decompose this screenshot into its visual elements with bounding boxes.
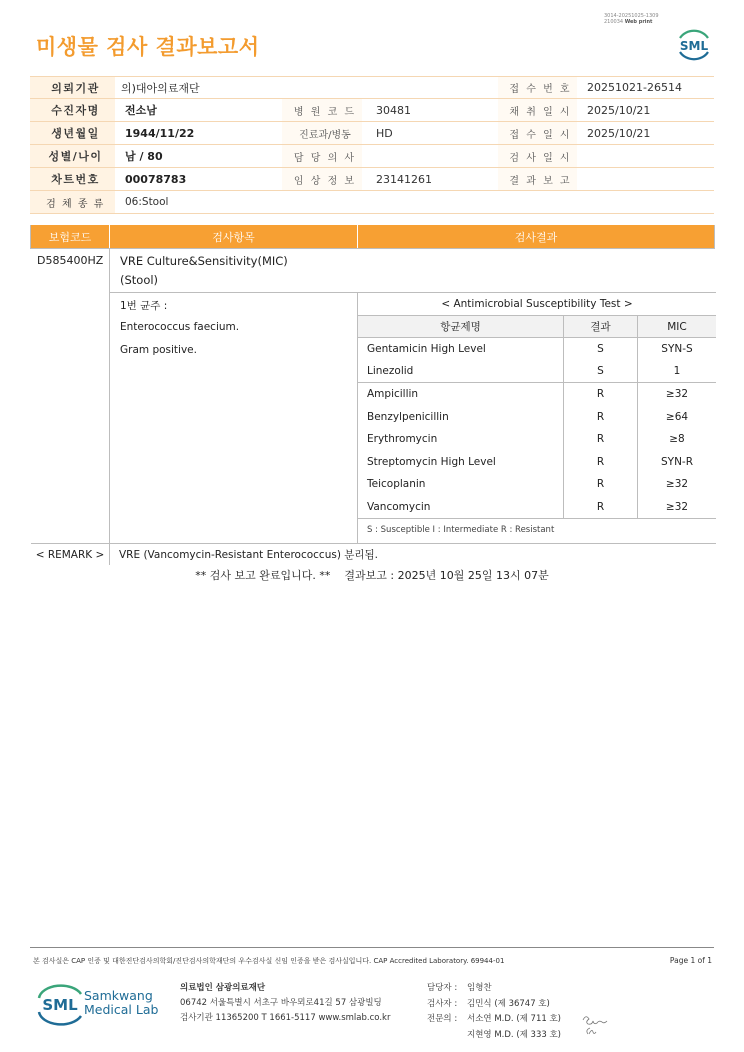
organism-section [110, 292, 716, 543]
svg-text:SML: SML [42, 996, 78, 1014]
patient-label: 수진자명 [30, 99, 115, 121]
info-row-3 [30, 122, 714, 145]
signature-icon [580, 1010, 610, 1040]
remark-row [31, 543, 716, 565]
remark-label: < REMARK > [31, 544, 110, 565]
result-table [30, 225, 715, 561]
chart-label: 차트번호 [30, 168, 115, 190]
collect-date-value: 2025/10/21 [587, 103, 651, 117]
ast-drug: Benzylpenicillin [358, 406, 564, 429]
hospital-code-value: 30481 [376, 103, 411, 117]
footer-divider [30, 947, 714, 948]
ast-drug: Ampicillin [358, 383, 564, 406]
ast-mic: ≥8 [669, 433, 685, 446]
organism-info [110, 293, 358, 544]
dept-value: HD [376, 126, 393, 140]
manager-label: 담당자 : [427, 983, 458, 993]
test-item-specimen: (Stool) [120, 273, 159, 287]
patient-info-table [30, 76, 714, 214]
request-org-label: 의뢰기관 [30, 77, 115, 98]
col-result-header: 검사결과 [514, 230, 558, 244]
specialist-label: 전문의 : [427, 1014, 458, 1024]
ast-result: R [564, 428, 638, 451]
organism-name: Enterococcus faecium. [120, 321, 240, 333]
ast-drug: Teicoplanin [358, 473, 564, 496]
col-item-header: 검사항목 [110, 225, 358, 248]
collect-date-label: 채 취 일 시 [498, 99, 577, 121]
sml-logo-icon [674, 24, 714, 64]
birth-value: 1944/11/22 [125, 126, 195, 140]
tester-name: 김민식 (제 36747 호) [467, 998, 550, 1009]
svg-text:SML: SML [679, 39, 709, 53]
clinical-value: 23141261 [376, 172, 432, 186]
code-column [31, 248, 110, 543]
print-code-line2: 210034 [604, 19, 624, 25]
ast-result: S [564, 338, 638, 361]
specialist-name-2: 지현영 M.D. (제 333 호) [467, 1029, 562, 1040]
susceptibility-table [358, 293, 716, 540]
tester-label: 검사자 : [427, 998, 458, 1009]
ast-mic: ≥32 [665, 500, 689, 513]
info-row-5 [30, 168, 714, 191]
patient-value: 전소남 [125, 104, 157, 117]
ast-mic: SYN-S [661, 343, 693, 356]
ast-title: < Antimicrobial Susceptibility Test > [358, 293, 716, 316]
corp-name: 의료법인 삼광의료재단 [180, 983, 266, 993]
clinical-label: 임 상 정 보 [282, 168, 362, 190]
sex-age-value: 남 / 80 [125, 150, 163, 163]
accept-date-value: 2025/10/21 [587, 126, 651, 140]
info-row-2 [30, 99, 714, 122]
test-item [120, 252, 288, 290]
ast-drug: Vancomycin [358, 496, 564, 519]
specialist-name-1: 서소연 M.D. (제 711 호) [467, 1014, 562, 1024]
staff-info [427, 981, 561, 1043]
web-print-label: Web print [624, 19, 653, 25]
insurance-code: D585400HZ [37, 254, 104, 267]
accreditation-note: 본 검사실은 CAP 인증 및 대한진단검사의학회/진단검사의학재단의 우수검사실 신임 인증을 받은 검사실입니다. CAP Accredited Laboratory. 69944-01 [33, 957, 505, 965]
corp-contact: 검사기관 11365200 T 1661-5117 www.smlab.co.kr [180, 1013, 391, 1023]
brand-line2: Medical Lab [84, 1002, 159, 1017]
ast-row [358, 473, 716, 496]
brand-name [84, 989, 158, 1017]
print-code [604, 13, 659, 25]
ast-result: R [564, 451, 638, 474]
doctor-label: 담 당 의 사 [282, 145, 362, 167]
receipt-no-label: 접 수 번 호 [498, 77, 577, 98]
dept-label: 진료과/병동 [282, 122, 362, 144]
ast-legend: S : Susceptible I : Intermediate R : Resistant [358, 518, 716, 540]
ast-drug: Erythromycin [358, 428, 564, 451]
col-code-header: 보험코드 [31, 225, 110, 248]
ast-row [358, 383, 716, 406]
ast-row [358, 338, 716, 361]
brand-line1: Samkwang [84, 988, 153, 1003]
page-title: 미생물 검사 결과보고서 [36, 35, 260, 59]
ast-row [358, 451, 716, 474]
specimen-label: 검 체 종 류 [30, 191, 115, 213]
chart-value: 00078783 [125, 172, 187, 186]
ast-header-result: 결과 [564, 316, 638, 337]
info-row-4 [30, 145, 714, 168]
ast-header-mic: MIC [667, 320, 687, 333]
ast-result: S [564, 361, 638, 383]
gram-stain: Gram positive. [120, 344, 197, 356]
accept-date-label: 접 수 일 시 [498, 122, 577, 144]
report-complete-text: ** 검사 보고 완료입니다. ** 결과보고 : 2025년 10월 25일 13시 07분 [195, 569, 549, 582]
ast-mic: SYN-R [660, 455, 694, 468]
ast-mic: ≥32 [665, 388, 689, 401]
info-row-6 [30, 191, 714, 214]
result-table-header [31, 225, 714, 248]
sex-age-label: 성별/나이 [30, 145, 115, 167]
ast-drug: Streptomycin High Level [358, 451, 564, 474]
request-org-value: 의)대아의료재단 [121, 81, 200, 95]
ast-row [358, 406, 716, 429]
ast-row [358, 361, 716, 384]
receipt-no-value: 20251021-26514 [587, 81, 682, 94]
manager-name: 임형찬 [467, 983, 492, 993]
ast-result: R [564, 496, 638, 519]
ast-result: R [564, 406, 638, 429]
test-date-label: 검 사 일 시 [498, 145, 577, 167]
ast-drug: Linezolid [358, 361, 564, 383]
ast-mic: ≥64 [665, 410, 689, 423]
ast-result: R [564, 383, 638, 406]
test-item-name: VRE Culture&Sensitivity(MIC) [120, 254, 288, 268]
report-label: 결 과 보 고 [498, 168, 577, 190]
ast-mic: 1 [673, 365, 681, 378]
birth-label: 생년월일 [30, 122, 115, 144]
remark-text: VRE (Vancomycin-Resistant Enterococcus) 분리됨. [119, 549, 379, 561]
ast-row [358, 428, 716, 451]
page-number: Page 1 of 1 [669, 956, 712, 965]
corp-info [180, 981, 390, 1026]
print-code-line1: 3014-20251025-1309 [604, 13, 659, 19]
hospital-code-label: 병 원 코 드 [282, 99, 362, 121]
corp-address: 06742 서울특별시 서초구 바우뫼로41길 57 삼광빌딩 [180, 998, 382, 1008]
ast-result: R [564, 473, 638, 496]
organism-label: 1번 균주 : [120, 300, 168, 312]
ast-mic: ≥32 [665, 478, 689, 491]
ast-drug: Gentamicin High Level [358, 338, 564, 361]
ast-header-drug: 항균제명 [358, 316, 564, 337]
ast-header-row [358, 316, 716, 338]
specimen-value: 06:Stool [125, 196, 169, 208]
ast-row [358, 496, 716, 519]
info-row-1 [30, 76, 714, 99]
